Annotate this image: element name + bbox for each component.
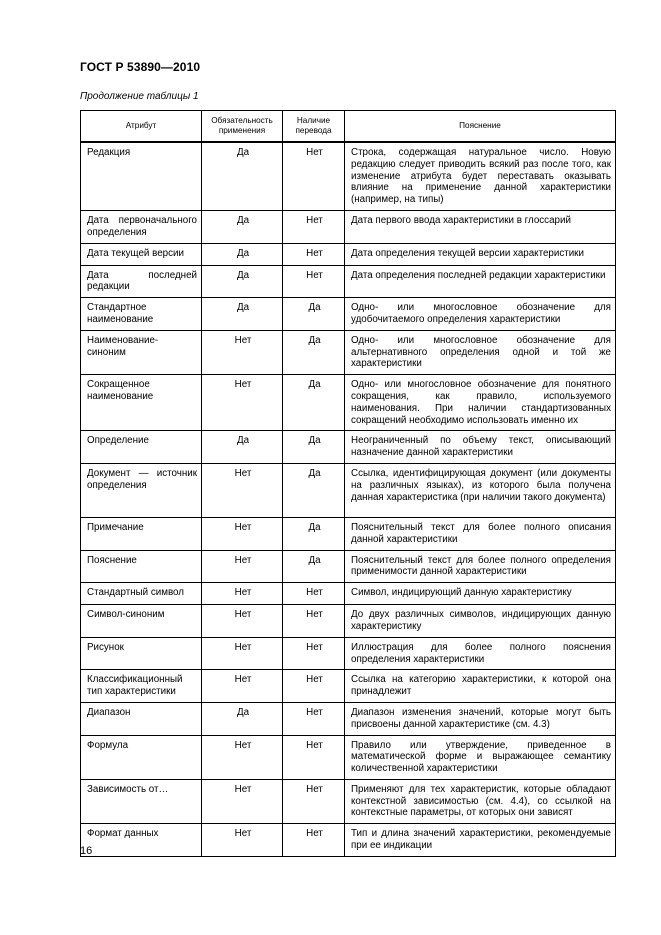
column-header-required: Обязательность применения — [202, 111, 283, 143]
required-cell: Да — [202, 243, 283, 265]
required-cell: Нет — [202, 330, 283, 374]
note-cell: Дата определения последней редакции характеристики — [345, 265, 616, 298]
note-cell: Пояснительный текст для более полного определения применимости данной характеристики — [345, 550, 616, 583]
table-row — [81, 779, 616, 823]
table-row — [81, 298, 616, 331]
attribute-cell: Дата текущей версии — [81, 243, 202, 265]
column-header-translation: Наличие перевода — [283, 111, 345, 143]
required-cell: Нет — [202, 463, 283, 517]
attribute-cell: Дата последней редакции — [81, 265, 202, 298]
translation-cell: Да — [283, 375, 345, 431]
note-cell: Ссылка на категорию характеристики, к которой она принадлежит — [345, 670, 616, 703]
attribute-cell: Редакция — [81, 142, 202, 210]
attribute-cell: Диапазон — [81, 702, 202, 735]
note-cell: Одно- или многословное обозначение для понятного сокращения, как правило, используемого наименования. При наличии стандартизованных сокращений необходимо использовать именно их — [345, 375, 616, 431]
attribute-cell: Сокращенное наименование — [81, 375, 202, 431]
note-cell: Дата первого ввода характеристики в глоссарий — [345, 210, 616, 243]
table-row — [81, 702, 616, 735]
table-row — [81, 517, 616, 550]
translation-cell: Нет — [283, 605, 345, 638]
note-cell: Неограниченный по объему текст, описывающий назначение данной характеристики — [345, 431, 616, 464]
note-cell: До двух различных символов, индицирующих данную характеристику — [345, 605, 616, 638]
required-cell: Нет — [202, 375, 283, 431]
column-header-note: Пояснение — [345, 111, 616, 143]
note-cell: Символ, индицирующий данную характеристику — [345, 583, 616, 605]
translation-cell: Нет — [283, 735, 345, 779]
required-cell: Да — [202, 265, 283, 298]
attribute-cell: Документ — источник определения — [81, 463, 202, 517]
required-cell: Да — [202, 431, 283, 464]
column-header-attribute: Атрибут — [81, 111, 202, 143]
required-cell: Нет — [202, 550, 283, 583]
translation-cell: Нет — [283, 702, 345, 735]
translation-cell: Да — [283, 517, 345, 550]
required-cell: Да — [202, 298, 283, 331]
note-cell: Строка, содержащая натуральное число. Новую редакцию следует приводить всякий раз после того, как изменение атрибута будет переставать оказывать влияние на применение данной характеристики (например, на типы) — [345, 142, 616, 210]
page-number: 16 — [80, 845, 93, 857]
translation-cell: Да — [283, 298, 345, 331]
translation-cell: Нет — [283, 824, 345, 857]
translation-cell: Да — [283, 431, 345, 464]
attribute-cell: Формат данных — [81, 824, 202, 857]
translation-cell: Да — [283, 463, 345, 517]
required-cell: Нет — [202, 779, 283, 823]
note-cell: Правило или утверждение, приведенное в математической форме и выражающее семантику количественной характеристики — [345, 735, 616, 779]
translation-cell: Да — [283, 330, 345, 374]
attribute-cell: Пояснение — [81, 550, 202, 583]
table-row — [81, 463, 616, 517]
attribute-cell: Примечание — [81, 517, 202, 550]
required-cell: Нет — [202, 637, 283, 670]
table-row — [81, 550, 616, 583]
note-cell: Применяют для тех характеристик, которые обладают контекстной зависимостью (см. 4.4), со ссылкой на контекстные параметры, от которых они зависят — [345, 779, 616, 823]
translation-cell: Нет — [283, 265, 345, 298]
note-cell: Ссылка, идентифицирующая документ (или документы на различных языках), из которого была получена данная характеристика (при наличии такого документа) — [345, 463, 616, 517]
table-row — [81, 142, 616, 210]
translation-cell: Нет — [283, 243, 345, 265]
table-row — [81, 210, 616, 243]
required-cell: Нет — [202, 735, 283, 779]
translation-cell: Да — [283, 550, 345, 583]
attribute-cell: Дата первоначального определения — [81, 210, 202, 243]
translation-cell: Нет — [283, 210, 345, 243]
required-cell: Нет — [202, 605, 283, 638]
table-row — [81, 431, 616, 464]
table-body — [81, 142, 616, 856]
attribute-cell: Определение — [81, 431, 202, 464]
table-row — [81, 735, 616, 779]
attribute-cell: Зависимость от… — [81, 779, 202, 823]
note-cell: Дата определения текущей версии характеристики — [345, 243, 616, 265]
attribute-cell: Стандартное наименование — [81, 298, 202, 331]
table-header-row — [81, 111, 616, 143]
table-row — [81, 243, 616, 265]
table-row — [81, 265, 616, 298]
required-cell: Нет — [202, 517, 283, 550]
standard-header: ГОСТ Р 53890—2010 — [80, 60, 201, 74]
table-row — [81, 605, 616, 638]
required-cell: Да — [202, 702, 283, 735]
table-row — [81, 375, 616, 431]
translation-cell: Нет — [283, 670, 345, 703]
translation-cell: Нет — [283, 779, 345, 823]
note-cell: Пояснительный текст для более полного описания данной характеристики — [345, 517, 616, 550]
table-row — [81, 670, 616, 703]
required-cell: Нет — [202, 824, 283, 857]
table-row — [81, 583, 616, 605]
note-cell: Одно- или многословное обозначение для альтернативного определения одной и той же характеристики — [345, 330, 616, 374]
translation-cell: Нет — [283, 142, 345, 210]
attribute-cell: Формула — [81, 735, 202, 779]
table-row — [81, 824, 616, 857]
note-cell: Иллюстрация для более полного пояснения определения характеристики — [345, 637, 616, 670]
required-cell: Да — [202, 210, 283, 243]
required-cell: Нет — [202, 583, 283, 605]
attribute-cell: Символ-синоним — [81, 605, 202, 638]
table-caption: Продолжение таблицы 1 — [80, 91, 199, 102]
note-cell: Диапазон изменения значений, которые могут быть присвоены данной характеристике (см. 4.3) — [345, 702, 616, 735]
note-cell: Одно- или многословное обозначение для удобочитаемого определения характеристики — [345, 298, 616, 331]
attributes-table — [80, 110, 616, 857]
required-cell: Да — [202, 142, 283, 210]
table-row — [81, 330, 616, 374]
translation-cell: Нет — [283, 637, 345, 670]
attribute-cell: Рисунок — [81, 637, 202, 670]
required-cell: Нет — [202, 670, 283, 703]
note-cell: Тип и длина значений характеристики, рекомендуемые при ее индикации — [345, 824, 616, 857]
attribute-cell: Наименование-синоним — [81, 330, 202, 374]
attribute-cell: Классификационный тип характеристики — [81, 670, 202, 703]
translation-cell: Нет — [283, 583, 345, 605]
table-row — [81, 637, 616, 670]
attribute-cell: Стандартный символ — [81, 583, 202, 605]
